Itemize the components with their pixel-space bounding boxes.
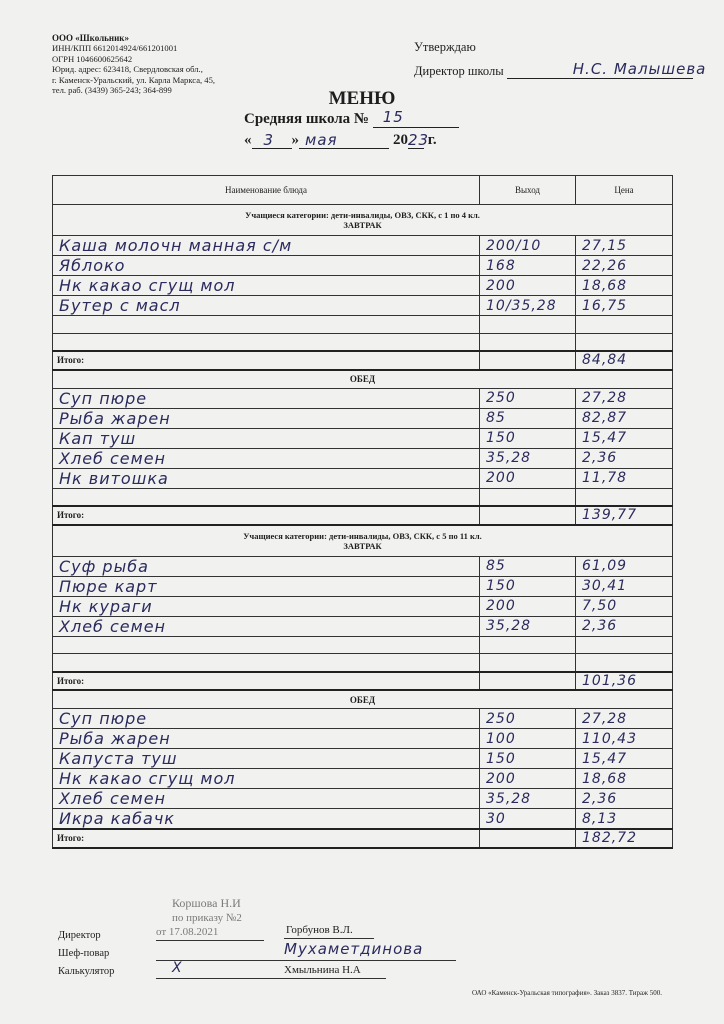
total-row [53,506,673,525]
table-row [53,809,673,830]
dish-name: Нк витошка [53,468,480,488]
dish-output: 150 [480,428,576,448]
total-output [480,506,576,525]
dish-output: 35,28 [480,448,576,468]
dish-price [576,333,673,351]
table-row [53,729,673,749]
table-row [53,316,673,334]
dish-price: 15,47 [576,749,673,769]
company-phone: тел. раб. (3439) 365-243; 364-899 [52,85,172,96]
company-address-2: г. Каменск-Уральский, ул. Карла Маркса, 45, [52,74,216,85]
director-order-1: по приказу №2 [172,912,242,924]
meal-title: ЗАВТРАК [343,220,382,230]
total-row [53,829,673,848]
meal-title: ОБЕД [53,370,673,389]
dish-output: 168 [480,256,576,276]
calculator-signature-line [156,978,386,979]
dish-output: 200 [480,596,576,616]
dish-price: 18,68 [576,276,673,296]
director-school-label: Директор школы [414,64,504,78]
dish-price: 16,75 [576,296,673,316]
dish-name: Хлеб семен [53,789,480,809]
director-signature-line [507,60,707,79]
table-row [53,596,673,616]
calculator-label: Калькулятор [58,966,115,977]
table-row [53,789,673,809]
table-row [53,296,673,316]
dish-price [576,654,673,672]
date-day: 3 [263,131,275,149]
year-prefix: 20 [393,132,408,148]
category-row [53,525,673,557]
dish-price: 11,78 [576,468,673,488]
company-inn: ИНН/КПП 6612014924/661201001 [52,43,178,54]
dish-price: 7,50 [576,596,673,616]
dish-price: 30,41 [576,576,673,596]
total-row [53,672,673,691]
table-row [53,428,673,448]
column-header-output: Выход [480,176,576,205]
dish-price [576,316,673,334]
dish-name: Нк какао сгущ мол [53,769,480,789]
approve-label: Утверждаю [414,40,476,54]
dish-name: Кап туш [53,428,480,448]
table-row [53,388,673,408]
dish-name [53,636,480,654]
table-row [53,236,673,256]
dish-output: 150 [480,576,576,596]
table-row [53,468,673,488]
table-header-row [53,176,673,205]
chef-signature: Мухаметдинова [284,940,424,958]
dish-price: 27,28 [576,709,673,729]
director-approval [414,60,707,79]
dish-output: 85 [480,556,576,576]
director-order-2: от 17.08.2021 [156,926,219,938]
dish-name: Каша молочн манная с/м [53,236,480,256]
dish-price: 2,36 [576,789,673,809]
signature-block [52,896,692,1000]
total-price: 101,36 [576,672,673,691]
table-row [53,556,673,576]
category-cell [53,525,673,557]
dish-output: 200 [480,276,576,296]
dish-output [480,488,576,506]
category-title: Учащиеся категории: дети-инвалиды, ОВЗ, СКК, с 5 по 11 кл. [243,530,482,541]
meal-row [53,690,673,709]
table-row [53,576,673,596]
dish-name [53,488,480,506]
category-cell [53,205,673,236]
dish-output: 200 [480,769,576,789]
table-row [53,616,673,636]
total-price: 139,77 [576,506,673,525]
dish-output: 35,28 [480,616,576,636]
meal-title: ЗАВТРАК [343,540,382,551]
dish-name: Бутер с масл [53,296,480,316]
dish-name: Суп пюре [53,709,480,729]
dish-output: 250 [480,388,576,408]
dish-output [480,316,576,334]
year-suffix: 23 [408,131,430,149]
director-stamp: Коршова Н.И [172,896,241,910]
director-signature-line [156,940,264,941]
category-title: Учащиеся категории: дети-инвалиды, ОВЗ, СКК, с 1 по 4 кл. [245,210,480,220]
company-address-1: Юрид. адрес: 623418, Свердловская обл., [52,64,203,75]
dish-name: Хлеб семен [53,616,480,636]
dish-name: Икра кабачк [53,809,480,830]
date-day-field [252,131,292,149]
calculator-signature: Х [172,960,183,976]
dish-price: 61,09 [576,556,673,576]
director-name: Горбунов В.Л. [286,924,353,936]
table-row [53,654,673,672]
printer-footer: ОАО «Каменск-Уральская типография». Заказ 3837. Тираж 500. [471,989,662,997]
dish-output [480,636,576,654]
menu-table [52,175,673,849]
date-month: мая [305,131,338,149]
table-row [53,448,673,468]
company-info [52,33,215,95]
table-row [53,408,673,428]
dish-output: 100 [480,729,576,749]
dish-name [53,333,480,351]
school-prefix: Средняя школа № [244,111,369,127]
dish-price: 2,36 [576,616,673,636]
dish-price: 8,13 [576,809,673,830]
dish-output: 150 [480,749,576,769]
column-header-price: Цена [576,176,673,205]
date-line: « 3 » мая 20 23 г. [244,131,437,149]
total-label: Итого: [53,506,480,525]
dish-price: 27,15 [576,236,673,256]
dish-name: Капуста туш [53,749,480,769]
dish-output [480,333,576,351]
school-line [244,108,459,128]
dish-name [53,654,480,672]
total-label: Итого: [53,672,480,691]
dish-output: 85 [480,408,576,428]
dish-price: 82,87 [576,408,673,428]
chef-signature-line [156,960,456,961]
dish-name: Рыба жарен [53,729,480,749]
dish-name [53,316,480,334]
table-row [53,709,673,729]
company-ogrn: ОГРН 1046600625642 [52,53,133,64]
date-month-field [299,131,389,149]
company-name: ООО «Школьник» [52,33,129,43]
dish-price: 27,28 [576,388,673,408]
dish-name: Суп пюре [53,388,480,408]
dish-output: 250 [480,709,576,729]
page-title: МЕНЮ [328,88,396,109]
dish-price [576,488,673,506]
calculator-name: Хмыльнина Н.А [284,964,361,976]
table-row [53,636,673,654]
dish-output: 35,28 [480,789,576,809]
meal-row [53,370,673,389]
dish-output: 10/35,28 [480,296,576,316]
dish-name: Рыба жарен [53,408,480,428]
column-header-name: Наименование блюда [53,176,480,205]
dish-price: 110,43 [576,729,673,749]
table-row [53,769,673,789]
meal-title: ОБЕД [53,690,673,709]
table-row [53,488,673,506]
table-row [53,749,673,769]
total-output [480,829,576,848]
total-output [480,351,576,370]
dish-price: 2,36 [576,448,673,468]
school-number: 15 [382,108,404,126]
dish-output: 200/10 [480,236,576,256]
total-price: 182,72 [576,829,673,848]
dish-name: Хлеб семен [53,448,480,468]
dish-name: Нк какао сгущ мол [53,276,480,296]
year-unit: г. [427,132,437,148]
table-row [53,333,673,351]
dish-output: 200 [480,468,576,488]
year-suffix-field [408,131,430,149]
dish-name: Пюре карт [53,576,480,596]
category-row [53,205,673,236]
dish-output: 30 [480,809,576,830]
dish-price [576,636,673,654]
total-price: 84,84 [576,351,673,370]
chef-label: Шеф-повар [58,948,110,959]
total-label: Итого: [53,829,480,848]
total-label: Итого: [53,351,480,370]
dish-output [480,654,576,672]
dish-price: 18,68 [576,769,673,789]
director-name-line [284,938,374,939]
director-label: Директор [58,930,101,941]
total-row [53,351,673,370]
dish-price: 15,47 [576,428,673,448]
director-signature: Н.С. Малышева [572,60,707,78]
dish-price: 22,26 [576,256,673,276]
table-row [53,276,673,296]
dish-name: Нк кураги [53,596,480,616]
school-number-field [373,108,459,128]
dish-name: Суф рыба [53,556,480,576]
table-row [53,256,673,276]
total-output [480,672,576,691]
dish-name: Яблоко [53,256,480,276]
